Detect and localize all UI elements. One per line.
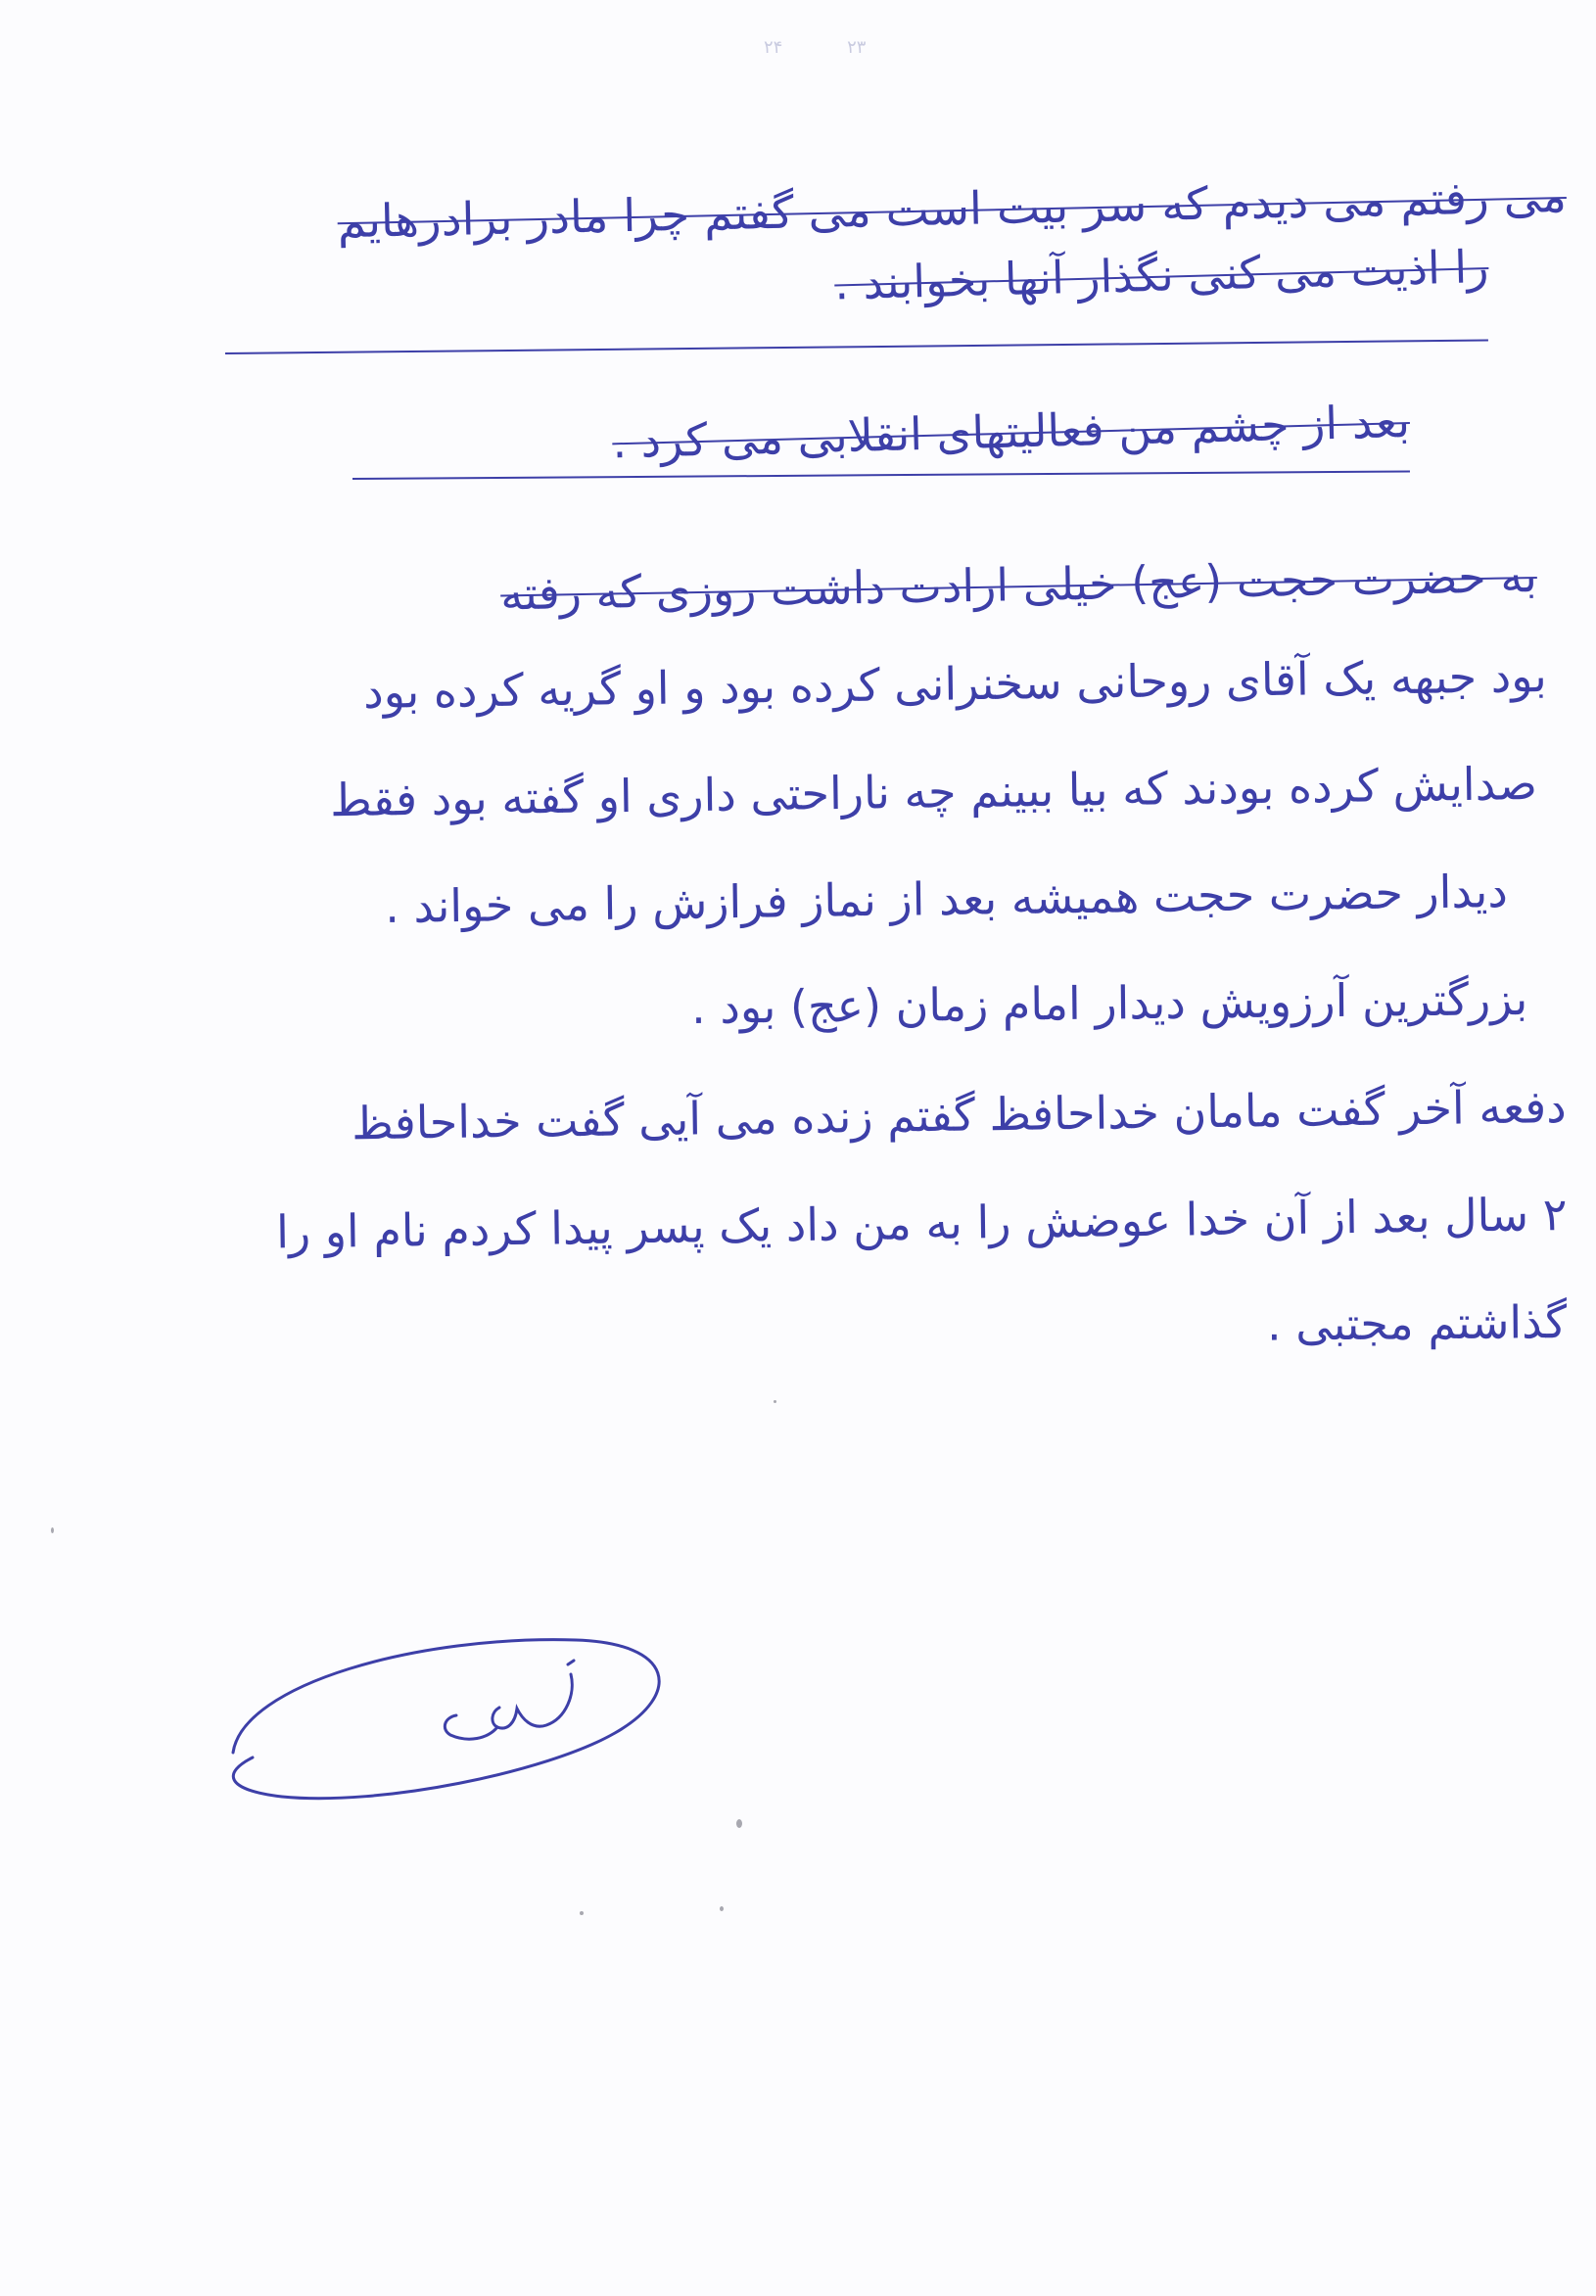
paper-speck <box>736 1819 742 1828</box>
underline-rule-1 <box>225 339 1488 354</box>
page-mark-2: ۲۴ <box>764 37 783 58</box>
text-line-11: گذاشتم مجتبی . <box>1266 1295 1568 1351</box>
text-line-8: بزرگترین آرزویش دیدار امام زمان (عج) بود . <box>690 972 1528 1034</box>
signature-oval <box>223 1625 693 1821</box>
text-line-7: دیدار حضرت حجت همیشه بعد از نماز فرازش را می خواند . <box>384 865 1509 934</box>
signature-drawing <box>223 1625 693 1821</box>
text-line-5: بود جبهه یک آقای روحانی سخنرانی کرده بود و او گریه کرده بود <box>363 649 1548 719</box>
page-number-mark <box>705 37 866 58</box>
underline-rule-2 <box>352 470 1410 480</box>
text-line-6: صدایش کرده بودند که بیا ببینم چه ناراحتی داری او گفته بود فقط <box>329 757 1538 827</box>
text-line-1: می رفتم می دیدم که سر بیت است می گفتم چرا مادر برادرهایم <box>337 169 1568 249</box>
text-line-10: ۲ سال بعد از آن خدا عوضش را به من داد یک پسر پیدا کردم نام او را <box>275 1188 1568 1259</box>
page-mark-1: ۲۳ <box>847 37 867 58</box>
paper-speck <box>580 1911 584 1915</box>
text-line-9: دفعه آخر گفت مامان خداحافظ گفتم زنده می آیی گفت خداحافظ <box>352 1080 1568 1150</box>
paper-speck <box>774 1400 776 1403</box>
text-line-2: را اذیت می کنی نگذار آنها بخوابند . <box>833 240 1489 310</box>
paper-speck <box>720 1906 724 1911</box>
text-line-3: بعد از چشم من فعالیتهای انقلابی می کرد . <box>611 395 1411 469</box>
text-line-4: به حضرت حجت (عج) خیلی ارادت داشت روزی که رفته <box>499 549 1538 621</box>
paper-speck <box>51 1527 54 1533</box>
